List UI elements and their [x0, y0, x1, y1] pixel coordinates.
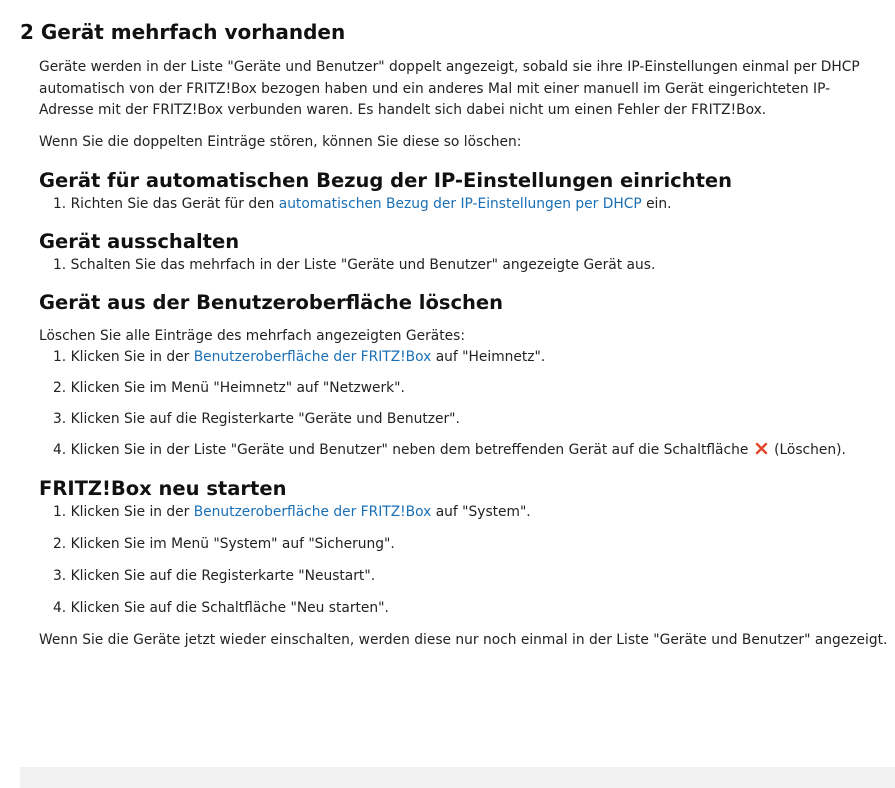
heading-delete-device: Gerät aus der Benutzeroberfläche löschen: [39, 290, 504, 314]
delete-lead: Löschen Sie alle Einträge des mehrfach angezeigten Gerätes:: [39, 327, 465, 344]
heading-switch-off: Gerät ausschalten: [39, 229, 240, 253]
list-item: [39, 347, 884, 368]
step-text: Richten Sie das Gerät für den: [70, 195, 279, 212]
list-item: [39, 598, 884, 619]
delete-x-icon: [755, 442, 768, 455]
step-number: 3.: [53, 567, 67, 584]
list-item: [39, 534, 884, 555]
step-number: 2.: [53, 379, 67, 396]
step-text: Klicken Sie auf die Registerkarte "Geräte und Benutzer".: [70, 410, 460, 427]
step-number: 1.: [53, 503, 67, 520]
step-number: 1.: [53, 348, 67, 365]
list-item: [39, 440, 884, 461]
steps-switch-off: [39, 255, 884, 276]
intro-paragraph: Geräte werden in der Liste "Geräte und Benutzer" doppelt angezeigt, sobald sie ihre IP-Einstellungen einmal per DHCP automatisch von der FRITZ!Box bezogen haben und ein anderes Mal mit einer manuell im Gerät eingerichteten IP-Adresse mit der FRITZ!Box verbunden waren. Es handelt sich dabei nicht um einen Fehler der FRITZ!Box.: [39, 59, 860, 118]
step-text: Schalten Sie das mehrfach in der Liste "Geräte und Benutzer" angezeigte Gerät aus.: [70, 256, 656, 273]
step-text: Klicken Sie in der: [70, 503, 194, 520]
steps-dhcp-setup: [39, 194, 884, 215]
step-number: 3.: [53, 410, 67, 427]
list-item: [39, 378, 884, 399]
step-text: auf "Heimnetz".: [431, 348, 546, 365]
heading-restart: FRITZ!Box neu starten: [39, 476, 287, 500]
ui-link-heimnetz[interactable]: Benutzeroberfläche der FRITZ!Box: [193, 348, 432, 365]
step-text: (Löschen).: [769, 441, 846, 458]
step-number: 1.: [53, 195, 67, 212]
step-text: auf "System".: [431, 503, 531, 520]
step-text: ein.: [641, 195, 672, 212]
steps-restart: [39, 502, 884, 619]
step-text: Klicken Sie in der Liste "Geräte und Benutzer" neben dem betreffenden Gerät auf die Schaltfläche: [70, 441, 753, 458]
footer-bar: [20, 767, 895, 788]
ui-link-system[interactable]: Benutzeroberfläche der FRITZ!Box: [193, 503, 432, 520]
lead-paragraph: Wenn Sie die doppelten Einträge stören, können Sie diese so löschen:: [39, 133, 522, 150]
step-text: Klicken Sie auf die Registerkarte "Neustart".: [70, 567, 376, 584]
closing-paragraph: Wenn Sie die Geräte jetzt wieder einschalten, werden diese nur noch einmal in der Liste "Geräte und Benutzer" angezeigt.: [39, 631, 888, 648]
step-number: 4.: [53, 599, 67, 616]
article-content: [39, 57, 888, 651]
step-number: 4.: [53, 441, 67, 458]
list-item: [39, 194, 884, 215]
step-text: Klicken Sie in der: [70, 348, 194, 365]
list-item: [39, 566, 884, 587]
steps-delete-device: [39, 347, 884, 461]
list-item: [39, 255, 884, 276]
dhcp-help-link[interactable]: automatischen Bezug der IP-Einstellungen per DHCP: [278, 195, 642, 212]
step-number: 1.: [53, 256, 67, 273]
section-title: 2 Gerät mehrfach vorhanden: [20, 20, 346, 44]
list-item: [39, 502, 884, 523]
step-text: Klicken Sie auf die Schaltfläche "Neu starten".: [70, 599, 389, 616]
list-item: [39, 409, 884, 430]
heading-dhcp-setup: Gerät für automatischen Bezug der IP-Einstellungen einrichten: [39, 168, 733, 192]
step-text: Klicken Sie im Menü "Heimnetz" auf "Netzwerk".: [70, 379, 405, 396]
step-number: 2.: [53, 535, 67, 552]
step-text: Klicken Sie im Menü "System" auf "Sicherung".: [70, 535, 395, 552]
